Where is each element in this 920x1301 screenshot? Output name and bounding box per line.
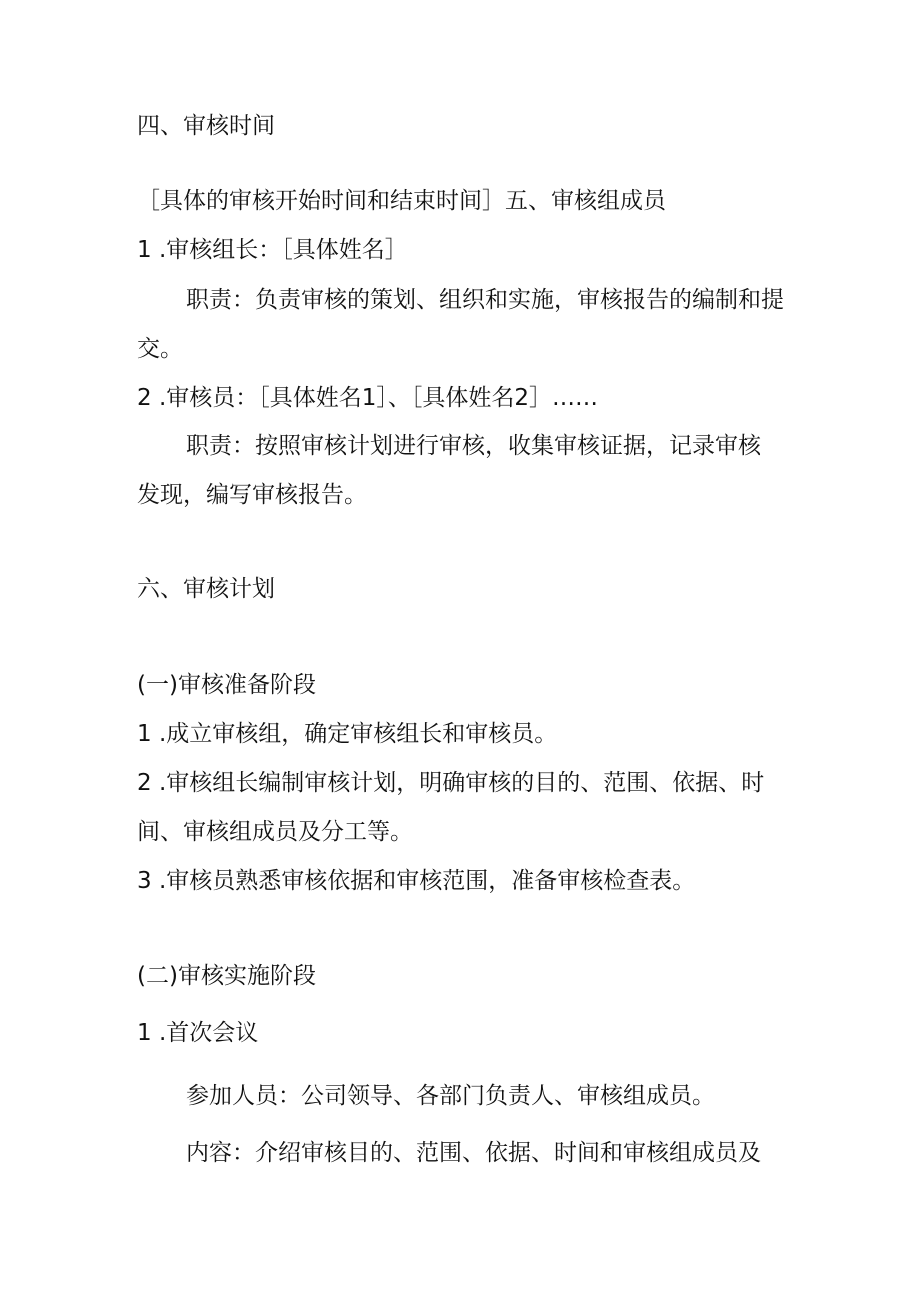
preparation-item-2-line-2: 间、审核组成员及分工等。	[137, 819, 413, 845]
audit-time-placeholder-paragraph: ［具体的审核开始时间和结束时间］五、审核组成员	[137, 188, 666, 214]
team-leader-duty-line-2: 交。	[137, 336, 183, 362]
meeting-content-line: 内容：介绍审核目的、范围、依据、时间和审核组成员及	[186, 1140, 761, 1166]
auditor-line: 2 .审核员：［具体姓名1］、［具体姓名2］……	[137, 385, 599, 411]
team-leader-line: 1 .审核组长：［具体姓名］	[137, 237, 408, 263]
preparation-item-1: 1 .成立审核组，确定审核组长和审核员。	[137, 721, 558, 747]
preparation-item-3: 3 .审核员熟悉审核依据和审核范围，准备审核检查表。	[137, 868, 696, 894]
subsection-heading-preparation: (一)审核准备阶段	[137, 672, 316, 698]
team-leader-duty-line-1: 职责：负责审核的策划、组织和实施，审核报告的编制和提	[186, 287, 784, 313]
subsection-heading-implementation: (二)审核实施阶段	[137, 963, 316, 989]
auditor-duty-line-1: 职责：按照审核计划进行审核，收集审核证据，记录审核	[186, 433, 761, 459]
implementation-item-1: 1 .首次会议	[137, 1020, 259, 1046]
auditor-duty-line-2: 发现，编写审核报告。	[137, 482, 367, 508]
preparation-item-2-line-1: 2 .审核组长编制审核计划，明确审核的目的、范围、依据、时	[137, 770, 765, 796]
section-heading-audit-plan: 六、审核计划	[137, 576, 275, 602]
meeting-participants-line: 参加人员：公司领导、各部门负责人、审核组成员。	[186, 1083, 715, 1109]
section-heading-audit-time: 四、审核时间	[137, 113, 275, 139]
